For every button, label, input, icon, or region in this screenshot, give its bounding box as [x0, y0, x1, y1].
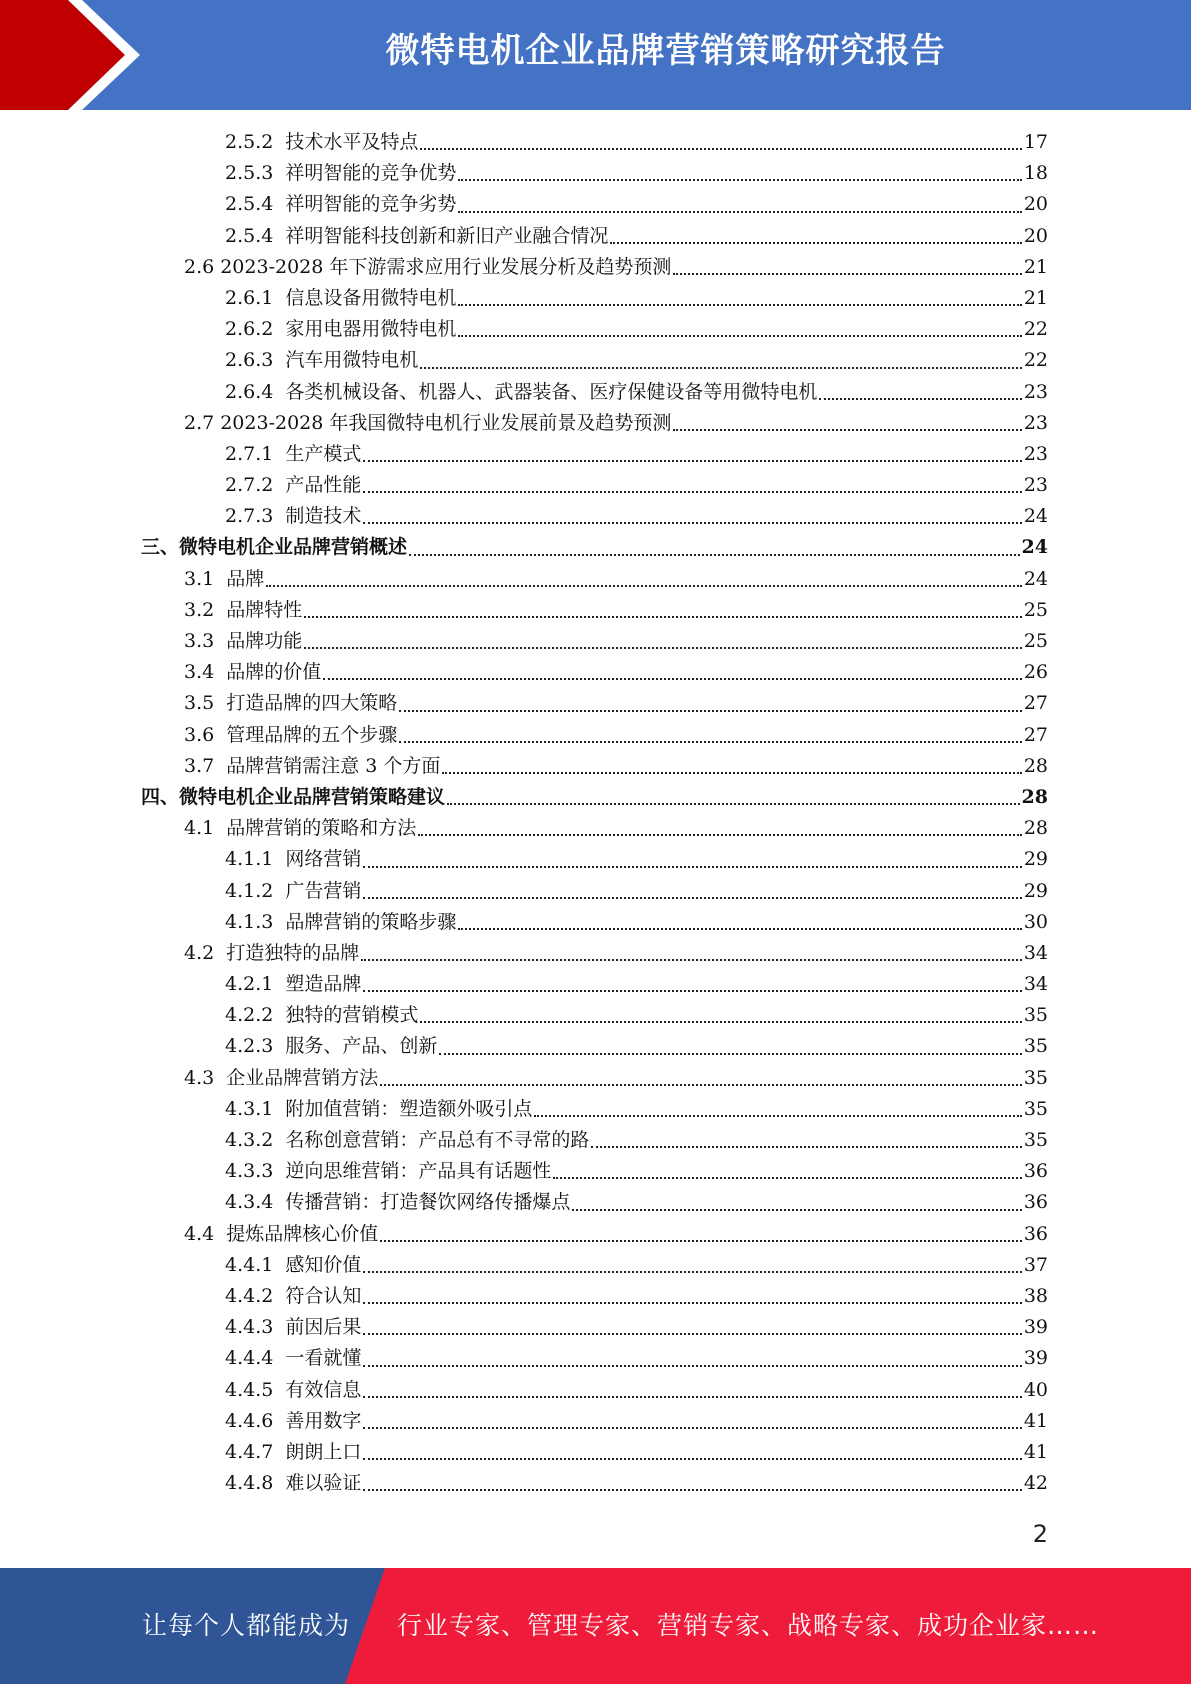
- toc-entry-page: 24: [1023, 567, 1048, 590]
- toc-dot-leader: [610, 241, 1021, 244]
- toc-entry-page: 21: [1023, 255, 1048, 278]
- toc-dot-leader: [399, 709, 1022, 712]
- toc-entry[interactable]: [0, 1125, 1048, 1156]
- toc-entry[interactable]: [0, 158, 1048, 189]
- toc-dot-leader: [323, 677, 1022, 680]
- toc-entry-number: 3.5: [184, 692, 215, 715]
- toc-entry-title: 微特电机企业品牌营销概述: [179, 536, 408, 559]
- header-arrow-icon: [0, 0, 160, 110]
- toc-entry[interactable]: [0, 1312, 1048, 1343]
- toc-entry-page: 39: [1023, 1316, 1048, 1339]
- toc-entry-number: 3.6: [184, 723, 215, 746]
- toc-entry[interactable]: [0, 1000, 1048, 1031]
- toc-entry-number: 2.7.3: [225, 505, 274, 528]
- toc-entry-title: 塑造品牌: [285, 973, 362, 996]
- toc-entry-title: 祥明智能科技创新和新旧产业融合情况: [285, 224, 609, 247]
- toc-dot-leader: [458, 334, 1021, 337]
- toc-dot-leader: [363, 521, 1021, 524]
- toc-entry[interactable]: [0, 345, 1048, 376]
- toc-entry-title: 服务、产品、创新: [285, 1035, 438, 1058]
- toc-entry[interactable]: [0, 1094, 1048, 1125]
- toc-entry-title: 品牌功能: [226, 630, 303, 652]
- footer-slogan-right: 行业专家、管理专家、营销专家、战略专家、成功企业家……: [397, 1611, 1100, 1640]
- toc-entry-page: 42: [1023, 1472, 1048, 1495]
- toc-entry-number: 4.4: [184, 1222, 215, 1245]
- toc-entry[interactable]: [0, 127, 1048, 158]
- toc-entry[interactable]: [0, 470, 1048, 501]
- toc-entry[interactable]: [0, 876, 1048, 907]
- toc-entry-title: 附加值营销：塑造额外吸引点: [285, 1097, 533, 1120]
- page-header: [0, 0, 1191, 110]
- toc-entry[interactable]: [0, 532, 1048, 563]
- toc-entry-page: 20: [1023, 193, 1048, 216]
- toc-entry[interactable]: [0, 221, 1048, 252]
- toc-entry-number: 四、: [141, 785, 180, 808]
- toc-entry-page: 27: [1023, 723, 1048, 746]
- toc-entry-page: 23: [1023, 474, 1048, 497]
- toc-entry-page: 17: [1023, 131, 1048, 153]
- toc-entry[interactable]: [0, 1406, 1048, 1437]
- toc-dot-leader: [363, 1426, 1021, 1429]
- toc-dot-leader: [363, 865, 1021, 868]
- toc-entry-number: 2.6.2: [225, 318, 274, 341]
- toc-entry-title: 各类机械设备、机器人、武器装备、医疗保健设备等用微特电机: [285, 380, 818, 403]
- toc-entry[interactable]: [0, 564, 1048, 595]
- toc-entry[interactable]: [0, 377, 1048, 408]
- toc-entry[interactable]: [0, 907, 1048, 938]
- toc-entry-number: 4.2.2: [225, 1004, 274, 1027]
- toc-dot-leader: [363, 1457, 1021, 1460]
- toc-dot-leader: [363, 896, 1021, 899]
- toc-entry-page: 35: [1023, 1004, 1048, 1027]
- toc-entry-page: 23: [1023, 442, 1048, 465]
- toc-dot-leader: [304, 646, 1022, 649]
- toc-entry-title: 符合认知: [285, 1284, 362, 1307]
- toc-entry-title: 网络营销: [285, 848, 362, 871]
- toc-dot-leader: [363, 1301, 1021, 1304]
- toc-dot-leader: [304, 615, 1022, 618]
- toc-entry-title: 品牌的价值: [226, 661, 322, 684]
- toc-entry-title: 信息设备用微特电机: [285, 286, 457, 309]
- toc-entry-number: 3.2: [184, 598, 215, 621]
- toc-entry-page: 39: [1023, 1347, 1048, 1370]
- toc-dot-leader: [420, 1020, 1021, 1023]
- toc-entry-page: 34: [1023, 973, 1048, 996]
- toc-dot-leader: [363, 490, 1021, 493]
- toc-entry-page: 34: [1023, 941, 1048, 964]
- toc-entry[interactable]: [0, 1437, 1048, 1468]
- toc-entry-page: 29: [1023, 879, 1048, 902]
- toc-entry-number: 4.4.6: [225, 1409, 274, 1432]
- footer-slogan-left: 让每个人都能成为: [142, 1611, 351, 1640]
- toc-dot-leader: [363, 1332, 1021, 1335]
- toc-entry[interactable]: [0, 314, 1048, 345]
- toc-entry-title: 微特电机企业品牌营销策略建议: [179, 785, 446, 808]
- toc-entry-title: 提炼品牌核心价值: [226, 1222, 379, 1245]
- toc-entry-page: 25: [1023, 630, 1048, 652]
- toc-entry-title: 品牌营销的策略和方法: [226, 817, 417, 840]
- toc-entry-number: 4.3.2: [225, 1129, 274, 1151]
- toc-entry-number: 2.7.1: [225, 442, 274, 465]
- toc-entry-number: 4.3.1: [225, 1097, 274, 1120]
- toc-entry[interactable]: [0, 751, 1048, 782]
- toc-entry-number: 2.7: [184, 411, 215, 434]
- toc-entry-page: 36: [1023, 1160, 1048, 1183]
- toc-entry-title: 技术水平及特点: [285, 131, 419, 153]
- toc-entry-number: 2.6.4: [225, 380, 274, 403]
- toc-entry-number: 4.4.5: [225, 1378, 274, 1401]
- toc-entry-title: 家用电器用微特电机: [285, 318, 457, 341]
- toc-entry[interactable]: [0, 1468, 1048, 1499]
- toc-dot-leader: [363, 459, 1021, 462]
- toc-entry-title: 品牌营销需注意 3 个方面: [226, 754, 441, 777]
- toc-entry-number: 三、: [141, 536, 180, 559]
- toc-entry-number: 2.5.2: [225, 131, 274, 153]
- toc-entry-number: 2.5.3: [225, 162, 274, 185]
- toc-entry[interactable]: [0, 283, 1048, 314]
- toc-entry-title: 祥明智能的竞争劣势: [285, 193, 457, 216]
- toc-entry-title: 品牌营销的策略步骤: [285, 910, 457, 933]
- toc-entry-number: 2.5.4: [225, 224, 274, 247]
- toc-entry-page: 29: [1023, 848, 1048, 871]
- toc-entry[interactable]: [0, 1343, 1048, 1374]
- toc-dot-leader: [553, 1176, 1021, 1179]
- toc-dot-leader: [458, 210, 1021, 213]
- toc-dot-leader: [363, 1395, 1021, 1398]
- toc-entry-page: 23: [1023, 411, 1048, 434]
- toc-entry[interactable]: [0, 813, 1048, 844]
- toc-entry-page: 41: [1023, 1409, 1048, 1432]
- toc-entry[interactable]: [0, 1250, 1048, 1281]
- toc-dot-leader: [591, 1145, 1021, 1148]
- toc-entry-title: 2023-2028 年下游需求应用行业发展分析及趋势预测: [220, 255, 672, 278]
- toc-entry-number: 4.1: [184, 817, 215, 840]
- toc-dot-leader: [442, 771, 1021, 774]
- toc-entry-page: 35: [1023, 1097, 1048, 1120]
- toc-entry-page: 22: [1023, 349, 1048, 372]
- toc-entry[interactable]: [0, 439, 1048, 470]
- toc-entry[interactable]: [0, 252, 1048, 283]
- toc-entry[interactable]: [0, 1031, 1048, 1062]
- toc-entry[interactable]: [0, 1219, 1048, 1250]
- toc-entry[interactable]: [0, 1187, 1048, 1218]
- toc-entry-title: 祥明智能的竞争优势: [285, 162, 457, 185]
- toc-dot-leader: [380, 1083, 1022, 1086]
- toc-entry[interactable]: [0, 626, 1048, 657]
- toc-entry-page: 36: [1023, 1222, 1048, 1245]
- toc-dot-leader: [363, 1364, 1021, 1367]
- toc-entry-page: 26: [1023, 661, 1048, 684]
- toc-entry-page: 23: [1023, 380, 1048, 403]
- toc-entry-title: 独特的营销模式: [285, 1004, 419, 1027]
- toc-entry-title: 企业品牌营销方法: [226, 1066, 379, 1089]
- toc-entry-number: 2.6: [184, 255, 215, 278]
- toc-entry-number: 4.2.1: [225, 973, 274, 996]
- toc-dot-leader: [266, 584, 1022, 587]
- toc-entry-page: 24: [1023, 505, 1048, 528]
- toc-entry-page: 22: [1023, 318, 1048, 341]
- toc-dot-leader: [363, 1488, 1021, 1491]
- toc-entry[interactable]: [0, 501, 1048, 532]
- toc-entry-title: 善用数字: [285, 1409, 362, 1432]
- report-title: 微特电机企业品牌营销策略研究报告: [385, 31, 946, 71]
- toc-entry-title: 有效信息: [285, 1378, 362, 1401]
- toc-dot-leader: [420, 147, 1021, 150]
- toc-entry-number: 3.4: [184, 661, 215, 684]
- toc-entry-title: 品牌特性: [226, 598, 303, 621]
- page-footer: [0, 1568, 1191, 1684]
- toc-entry-page: 25: [1023, 598, 1048, 621]
- toc-entry-number: 4.4.8: [225, 1472, 274, 1495]
- toc-entry-title: 生产模式: [285, 442, 362, 465]
- toc-entry-title: 名称创意营销：产品总有不寻常的路: [285, 1129, 590, 1151]
- toc-entry-page: 35: [1023, 1129, 1048, 1151]
- toc-dot-leader: [458, 927, 1021, 930]
- toc-entry-number: 2.6.1: [225, 286, 274, 309]
- toc-entry-title: 广告营销: [285, 879, 362, 902]
- toc-entry-page: 21: [1023, 286, 1048, 309]
- toc-entry[interactable]: [0, 1281, 1048, 1312]
- toc-entry-number: 4.4.7: [225, 1440, 274, 1463]
- toc-entry-title: 逆向思维营销：产品具有话题性: [285, 1160, 552, 1183]
- toc-entry-page: 38: [1023, 1284, 1048, 1307]
- toc-entry[interactable]: [0, 657, 1048, 688]
- toc-entry-number: 3.3: [184, 630, 215, 652]
- toc-entry-title: 品牌: [226, 567, 265, 590]
- toc-entry[interactable]: [0, 938, 1048, 969]
- toc-entry-page: 35: [1023, 1066, 1048, 1089]
- toc-entry[interactable]: [0, 720, 1048, 751]
- toc-entry-title: 产品性能: [285, 474, 362, 497]
- toc-entry-page: 28: [1023, 817, 1048, 840]
- toc-entry-number: 4.1.1: [225, 848, 274, 871]
- toc-entry-number: 4.4.3: [225, 1316, 274, 1339]
- toc-entry[interactable]: [0, 688, 1048, 719]
- toc-entry[interactable]: [0, 782, 1048, 813]
- toc-entry-number: 4.4.4: [225, 1347, 274, 1370]
- toc-entry-title: 汽车用微特电机: [285, 349, 419, 372]
- toc-entry-title: 2023-2028 年我国微特电机行业发展前景及趋势预测: [220, 411, 672, 434]
- toc-entry-number: 4.2.3: [225, 1035, 274, 1058]
- toc-entry-number: 4.1.3: [225, 910, 274, 933]
- toc-entry-page: 41: [1023, 1440, 1048, 1463]
- toc-entry[interactable]: [0, 595, 1048, 626]
- table-of-contents: [0, 127, 1191, 1499]
- toc-dot-leader: [819, 397, 1021, 400]
- toc-entry[interactable]: [0, 844, 1048, 875]
- toc-entry-number: 4.3.3: [225, 1160, 274, 1183]
- toc-entry-title: 难以验证: [285, 1472, 362, 1495]
- toc-entry-title: 管理品牌的五个步骤: [226, 723, 398, 746]
- toc-entry[interactable]: [0, 1156, 1048, 1187]
- toc-entry-number: 2.7.2: [225, 474, 274, 497]
- toc-entry[interactable]: [0, 189, 1048, 220]
- toc-dot-leader: [361, 958, 1022, 961]
- toc-entry-title: 朗朗上口: [285, 1440, 362, 1463]
- toc-entry-page: 27: [1023, 692, 1048, 715]
- toc-entry-number: 3.1: [184, 567, 215, 590]
- page-number: 2: [1032, 1520, 1048, 1548]
- toc-entry[interactable]: [0, 408, 1048, 439]
- toc-dot-leader: [409, 553, 1020, 556]
- toc-dot-leader: [572, 1208, 1021, 1211]
- toc-entry-number: 4.2: [184, 941, 215, 964]
- toc-entry-number: 4.3.4: [225, 1191, 274, 1214]
- toc-dot-leader: [420, 366, 1021, 369]
- toc-dot-leader: [458, 303, 1021, 306]
- toc-entry-number: 3.7: [184, 754, 215, 777]
- toc-entry-number: 2.5.4: [225, 193, 274, 216]
- toc-dot-leader: [673, 428, 1021, 431]
- toc-entry-page: 37: [1023, 1253, 1048, 1276]
- toc-dot-leader: [363, 1270, 1021, 1273]
- toc-entry-page: 36: [1023, 1191, 1048, 1214]
- toc-entry-title: 制造技术: [285, 505, 362, 528]
- toc-entry-number: 2.6.3: [225, 349, 274, 372]
- toc-entry-number: 4.1.2: [225, 879, 274, 902]
- toc-entry-number: 4.3: [184, 1066, 215, 1089]
- toc-entry-page: 18: [1023, 162, 1048, 185]
- toc-entry-title: 打造独特的品牌: [226, 941, 360, 964]
- toc-dot-leader: [673, 272, 1021, 275]
- toc-entry-title: 感知价值: [285, 1253, 362, 1276]
- toc-entry[interactable]: [0, 1063, 1048, 1094]
- toc-entry-page: 40: [1023, 1378, 1048, 1401]
- toc-entry-page: 24: [1021, 536, 1048, 559]
- toc-entry[interactable]: [0, 1375, 1048, 1406]
- toc-entry[interactable]: [0, 969, 1048, 1000]
- toc-dot-leader: [363, 989, 1021, 992]
- toc-entry-title: 一看就懂: [285, 1347, 362, 1370]
- toc-dot-leader: [534, 1114, 1021, 1117]
- toc-dot-leader: [447, 802, 1020, 805]
- toc-dot-leader: [418, 833, 1022, 836]
- toc-entry-number: 4.4.1: [225, 1253, 274, 1276]
- toc-dot-leader: [399, 740, 1022, 743]
- toc-entry-page: 30: [1023, 910, 1048, 933]
- toc-entry-page: 28: [1021, 785, 1048, 808]
- toc-entry-page: 28: [1023, 754, 1048, 777]
- toc-entry-title: 打造品牌的四大策略: [226, 692, 398, 715]
- toc-entry-title: 传播营销：打造餐饮网络传播爆点: [285, 1191, 571, 1214]
- toc-entry-title: 前因后果: [285, 1316, 362, 1339]
- toc-entry-page: 20: [1023, 224, 1048, 247]
- toc-dot-leader: [380, 1239, 1022, 1242]
- toc-dot-leader: [439, 1052, 1021, 1055]
- toc-entry-page: 35: [1023, 1035, 1048, 1058]
- toc-entry-number: 4.4.2: [225, 1284, 274, 1307]
- toc-dot-leader: [458, 178, 1021, 181]
